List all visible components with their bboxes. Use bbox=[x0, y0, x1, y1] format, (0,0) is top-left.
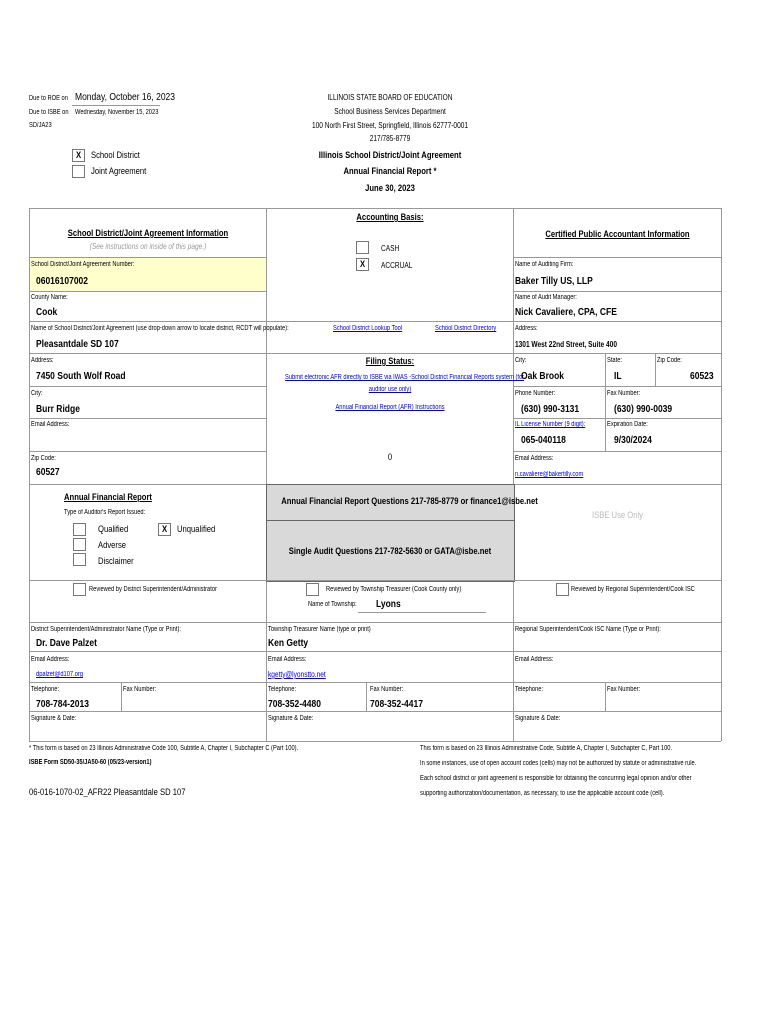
district-directory-link[interactable]: School District Directory bbox=[435, 325, 497, 332]
treasurer-review-label: Reviewed by Township Treasurer (Cook County only) bbox=[326, 586, 462, 593]
cash-checkbox[interactable] bbox=[356, 241, 369, 254]
superintendent-fax-label: Fax Number: bbox=[123, 686, 157, 693]
superintendent-phone-value[interactable]: 708-784-2013 bbox=[36, 699, 89, 710]
report-type-label: Type of Auditor's Report Issued: bbox=[64, 509, 146, 516]
afr-title: Annual Financial Report bbox=[64, 492, 152, 502]
joint-agreement-checkbox[interactable] bbox=[72, 165, 85, 178]
footer-note-2: In some instances, use of open account codes (cells) may not be authorized by statute or administrative rule. bbox=[420, 760, 697, 767]
audit-manager-label: Name of Audit Manager: bbox=[515, 294, 577, 301]
afr-questions-text: Annual Financial Report Questions 217-785-8779 or finance1@isbe.net bbox=[281, 496, 538, 506]
cpa-address-value[interactable]: 1301 West 22nd Street, Suite 400 bbox=[515, 340, 617, 349]
treasurer-fax-value[interactable]: 708-352-4417 bbox=[370, 699, 423, 710]
filing-status-title: Filing Status: bbox=[365, 356, 415, 366]
regional-name-label: Regional Superintendent/Cook ISC Name (Type or Print): bbox=[515, 626, 661, 633]
cpa-fax-label: Fax Number: bbox=[607, 390, 641, 397]
district-number-label: School District/Joint Agreement Number: bbox=[31, 261, 135, 268]
iwas-submit-link[interactable]: Submit electronic AFR directly to ISBE via IWAS -School District Financial Reports system (for bbox=[285, 374, 525, 381]
accounting-basis-title: Accounting Basis: bbox=[356, 212, 424, 222]
license-number-value[interactable]: 065-040118 bbox=[521, 435, 566, 446]
qualified-option: Qualified bbox=[98, 524, 129, 534]
county-value[interactable]: Cook bbox=[36, 307, 58, 318]
cpa-fax-value[interactable]: (630) 990-0039 bbox=[614, 404, 673, 415]
footer-note-1: This form is based on 23 Illinois Administrative Code, Subtitle A, Chapter I, Subchapter C, Part 100. bbox=[420, 745, 673, 752]
cpa-zip-value[interactable]: 60523 bbox=[690, 371, 714, 382]
district-number-value[interactable]: 06016107002 bbox=[36, 276, 89, 287]
afr-instructions-link[interactable]: Annual Financial Report (AFR) Instructions bbox=[335, 404, 445, 411]
department-name: School Business Services Department bbox=[334, 107, 446, 116]
treasurer-phone-value[interactable]: 708-352-4480 bbox=[268, 699, 321, 710]
cpa-state-value[interactable]: IL bbox=[614, 371, 622, 382]
superintendent-phone-label: Telephone: bbox=[31, 686, 60, 693]
superintendent-review-checkbox[interactable] bbox=[73, 583, 86, 596]
school-district-option: School District bbox=[91, 150, 140, 160]
agency-name: ILLINOIS STATE BOARD OF EDUCATION bbox=[327, 93, 453, 102]
fiscal-year-date: June 30, 2023 bbox=[365, 183, 415, 193]
footer-note-3: Each school district or joint agreement is responsible for obtaining the concurring legal opinion and/or other bbox=[420, 775, 692, 782]
district-email-label: Email Address: bbox=[31, 421, 70, 428]
form-title: Illinois School District/Joint Agreement bbox=[318, 150, 462, 160]
district-zip-value[interactable]: 60527 bbox=[36, 467, 60, 478]
school-district-mark: X bbox=[76, 150, 82, 160]
disclaimer-checkbox[interactable] bbox=[73, 553, 86, 566]
expiration-label: Expiration Date: bbox=[607, 421, 648, 428]
form-code: SD/JA23 bbox=[29, 122, 52, 129]
superintendent-email-label: Email Address: bbox=[31, 656, 70, 663]
treasurer-email-label: Email Address: bbox=[268, 656, 307, 663]
cpa-zip-label: Zip Code: bbox=[657, 357, 682, 364]
disclaimer-option: Disclaimer bbox=[98, 556, 134, 566]
form-id: ISBE Form SD50-35/JA50-60 (05/23-version1) bbox=[29, 759, 152, 766]
treasurer-phone-label: Telephone: bbox=[268, 686, 297, 693]
district-name-label: Name of School District/Joint Agreement (use drop-down arrow to locate district, RCDT will populate): bbox=[31, 325, 289, 332]
regional-signature-label: Signature & Date: bbox=[515, 715, 561, 722]
superintendent-review-label: Reviewed by District Superintendent/Administrator bbox=[89, 586, 217, 593]
filing-status-value: 0 bbox=[387, 452, 393, 462]
cash-option: CASH bbox=[381, 244, 400, 253]
qualified-checkbox[interactable] bbox=[73, 523, 86, 536]
regional-review-label: Reviewed by Regional Superintendent/Cook ISC bbox=[571, 586, 695, 593]
regional-fax-label: Fax Number: bbox=[607, 686, 641, 693]
isbe-use-only: ISBE Use Only bbox=[591, 510, 644, 520]
accrual-mark: X bbox=[360, 259, 366, 269]
cpa-email-label: Email Address: bbox=[515, 455, 554, 462]
cpa-city-label: City: bbox=[515, 357, 527, 364]
superintendent-name-label: District Superintendent/Administrator Name (Type or Print): bbox=[31, 626, 181, 633]
county-label: County Name: bbox=[31, 294, 68, 301]
audit-firm-value[interactable]: Baker Tilly US, LLP bbox=[515, 276, 593, 287]
cpa-state-label: State: bbox=[607, 357, 623, 364]
treasurer-name-value[interactable]: Ken Getty bbox=[268, 638, 309, 649]
district-city-label: City: bbox=[31, 390, 43, 397]
regional-review-checkbox[interactable] bbox=[556, 583, 569, 596]
district-lookup-link[interactable]: School District Lookup Tool bbox=[333, 325, 403, 332]
file-name: 06-016-1070-02_AFR22 Pleasantdale SD 107 bbox=[29, 787, 186, 797]
cpa-phone-value[interactable]: (630) 990-3131 bbox=[521, 404, 580, 415]
form-subtitle: Annual Financial Report * bbox=[343, 166, 437, 176]
see-instructions-note: (See instructions on inside of this page.) bbox=[89, 242, 207, 251]
district-city-value[interactable]: Burr Ridge bbox=[36, 404, 80, 415]
cpa-city-value[interactable]: Oak Brook bbox=[521, 371, 564, 382]
footnote: * This form is based on 23 Illinois Administrative Code 100, Subtitle A, Chapter I, Subchapter C (Part 100). bbox=[29, 745, 299, 752]
district-name-value[interactable]: Pleasantdale SD 107 bbox=[36, 339, 119, 350]
expiration-value[interactable]: 9/30/2024 bbox=[614, 435, 652, 446]
district-address-label: Address: bbox=[31, 357, 54, 364]
cpa-info-title: Certified Public Accountant Information bbox=[545, 229, 690, 239]
unqualified-mark: X bbox=[162, 524, 168, 534]
unqualified-option: Unqualified bbox=[177, 524, 216, 534]
township-value[interactable]: Lyons bbox=[376, 599, 401, 610]
agency-address: 100 North First Street, Springfield, Illinois 62777-0001 bbox=[311, 121, 469, 130]
cpa-phone-label: Phone Number: bbox=[515, 390, 556, 397]
license-number-link[interactable]: IL License Number (9 digit): bbox=[515, 421, 586, 428]
accrual-option: ACCRUAL bbox=[381, 261, 413, 270]
due-roe-value: Monday, October 16, 2023 bbox=[75, 92, 176, 103]
cpa-address-label: Address: bbox=[515, 325, 538, 332]
superintendent-name-value[interactable]: Dr. Dave Palzet bbox=[36, 638, 97, 649]
regional-phone-label: Telephone: bbox=[515, 686, 544, 693]
superintendent-signature-label: Signature & Date: bbox=[31, 715, 77, 722]
agency-phone: 217/785-8779 bbox=[369, 134, 411, 143]
township-label: Name of Township: bbox=[308, 601, 357, 608]
district-zip-label: Zip Code: bbox=[31, 455, 56, 462]
audit-firm-label: Name of Auditing Firm: bbox=[515, 261, 574, 268]
audit-manager-value[interactable]: Nick Cavaliere, CPA, CFE bbox=[515, 307, 617, 318]
district-info-title: School District/Joint Agreement Information bbox=[67, 228, 229, 238]
adverse-checkbox[interactable] bbox=[73, 538, 86, 551]
due-roe-label: Due to ROE on bbox=[29, 95, 68, 102]
due-isbe-label: Due to ISBE on bbox=[29, 109, 69, 116]
due-isbe-value: Wednesday, November 15, 2023 bbox=[75, 109, 159, 116]
superintendent-email-value[interactable]: dpalzet@d107.org bbox=[36, 671, 83, 678]
treasurer-email-value[interactable]: kgetty@lyonstto.net bbox=[268, 670, 326, 679]
footer-note-4: supporting authorization/documentation, as necessary, to use the applicable account code (cell). bbox=[420, 790, 665, 797]
joint-agreement-option: Joint Agreement bbox=[91, 166, 147, 176]
treasurer-review-checkbox[interactable] bbox=[306, 583, 319, 596]
treasurer-fax-label: Fax Number: bbox=[370, 686, 404, 693]
treasurer-signature-label: Signature & Date: bbox=[268, 715, 314, 722]
regional-email-label: Email Address: bbox=[515, 656, 554, 663]
single-audit-text: Single Audit Questions 217-782-5630 or GATA@isbe.net bbox=[288, 546, 492, 556]
district-address-value[interactable]: 7450 South Wolf Road bbox=[36, 371, 126, 382]
cpa-email-value[interactable]: n.cavaliere@bakertilly.com bbox=[515, 471, 584, 478]
iwas-submit-link-cont[interactable]: auditor use only) bbox=[368, 386, 412, 393]
adverse-option: Adverse bbox=[98, 540, 127, 550]
treasurer-name-label: Township Treasurer Name (type or print) bbox=[268, 626, 371, 633]
